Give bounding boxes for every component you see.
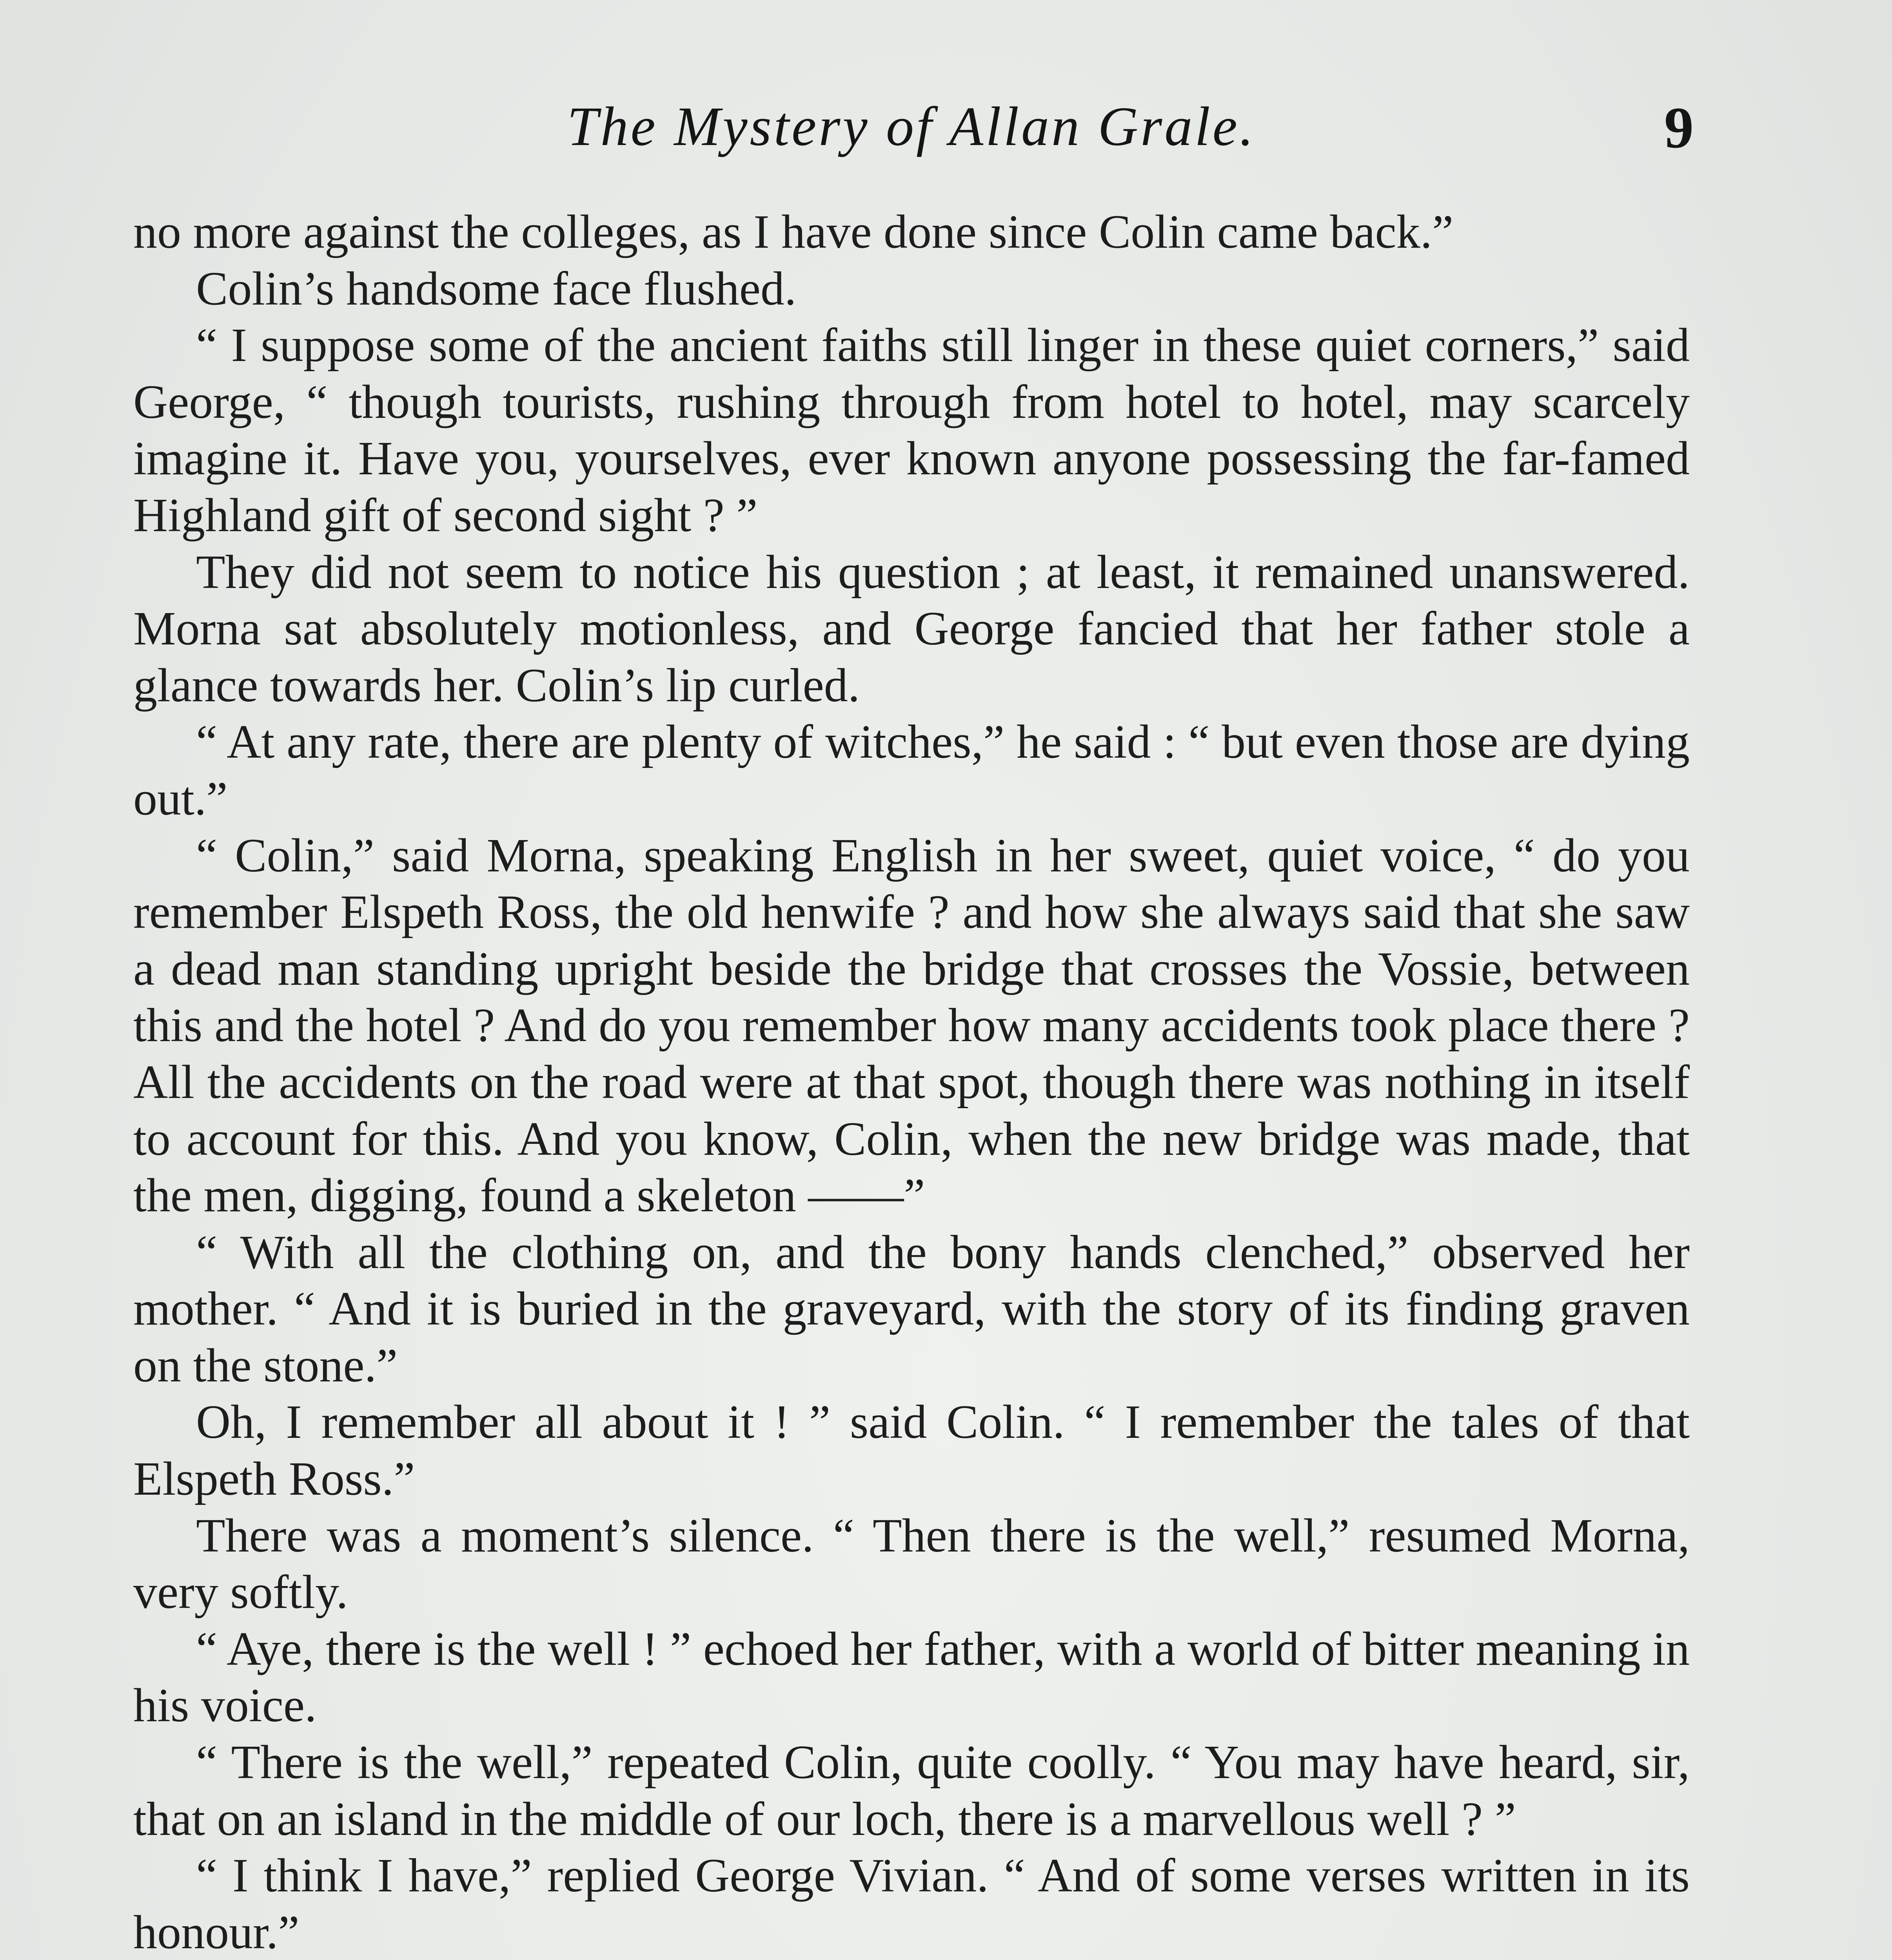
paragraph: There was a moment’s silence. “ Then there is the well,” resumed Morna, very softly. [133,1509,1690,1619]
paragraph: “ I suppose some of the ancient faiths still linger in these quiet corners,” said George, “ though tourists, rushing through from hotel to hotel, may scarcely imagine it. Have you, yourselves, ever known anyone possessing the far-famed Highland gift of second sight ? ” [133,319,1690,542]
paragraph: “ With all the clothing on, and the bony hands clenched,” observed her mother. “ And it is buried in the graveyard, with the story of its finding graven on the stone.” [133,1225,1690,1392]
page-header [133,94,1694,172]
running-title: The Mystery of Allan Grale. [567,95,1256,157]
paragraph: They did not seem to notice his question ; at least, it remained unanswered. Morna sat absolutely motionless, and George fancied that her father stole a glance towards her. Colin’s lip curled. [133,545,1690,712]
paragraph: “ At any rate, there are plenty of witches,” he said : “ but even those are dying out.” [133,715,1690,825]
paragraph: “ I think I have,” replied George Vivian. “ And of some verses written in its honour.” [133,1849,1690,1959]
paragraph: “ Colin,” said Morna, speaking English in her sweet, quiet voice, “ do you remember Elspeth Ross, the old henwife ? and how she always said that she saw a dead man standing upright beside the bridge that crosses the Vossie, between this and the hotel ? And do you remember how many accidents took place there ? All the accidents on the road were at that spot, though there was nothing in itself to account for this. And you know, Colin, when the new bridge was made, that the men, digging, found a skeleton ——” [133,829,1690,1222]
paragraph: “ There is the well,” repeated Colin, quite coolly. “ You may have heard, sir, that on an island in the middle of our loch, there is a marvellous well ? ” [133,1736,1690,1846]
paragraph: “ Aye, there is the well ! ” echoed her father, with a world of bitter meaning in his voice. [133,1622,1690,1732]
page-number: 9 [1664,95,1694,160]
paragraph: Oh, I remember all about it ! ” said Colin. “ I remember the tales of that Elspeth Ross.” [133,1396,1690,1506]
paragraph: Colin’s handsome face flushed. [196,262,797,315]
body-text [133,204,1690,1960]
paragraph: no more against the colleges, as I have done since Colin came back.” [133,205,1454,258]
